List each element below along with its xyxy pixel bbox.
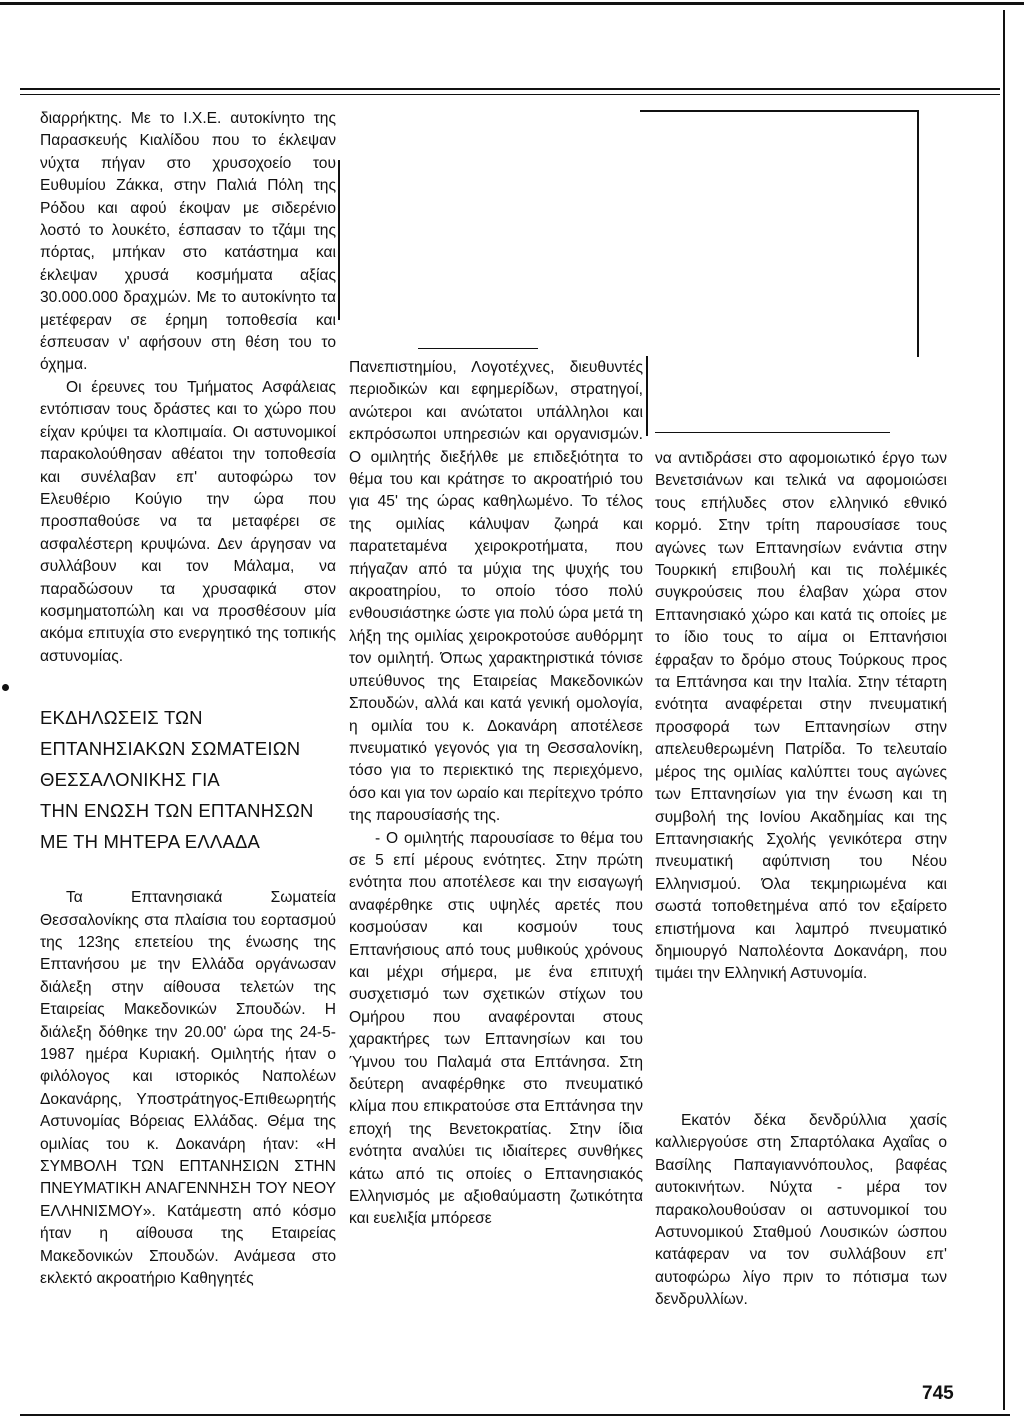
heading-line: ΕΚΔΗΛΩΣΕΙΣ ΤΩΝ [40,707,203,729]
article-heading [40,702,336,857]
top-rule [0,2,1024,5]
margin-marker [2,684,9,691]
col3-rule [655,432,890,433]
heading-line: ΤΗΝ ΕΝΩΣΗ ΤΩΝ ΕΠΤΑΝΗΣΩΝ [40,800,314,822]
right-border [1003,10,1005,1410]
article-paragraph: να αντιδράσει στο αφομοιωτικό έργο των Βενετσιάνων και τελικά να αφομοιώσει τους επήλυδες στον ελληνικό εθνικό κορμό. Στην τρίτη παρουσίασε τους αγώνες των Επτανησίων ενάντια στην Τουρκική επιβουλή και τις πολέμικές συγκρούσεις που έλαβαν χώρα στον Επτανησιακό χώρο και κατά τις οποίες με το ίδιο τους το αίμα οι Επτανήσιοι έφραξαν το δρόμο στους Τούρκους προς τα Επτάνησα και την Ιταλία. Στην τέταρτη ενότητα αναφέρεται στην πνευματική προσφορά των Επτανησίων στην απελευθερωμένη Πατρίδα. Το τελευταίο μέρος της ομιλίας καλύπτει τους αγώνες των Επτανησίων για την ένωση και τη συμβολή της Ιονίου Ακαδημίας και της Επτανησιακής Σχολής γενικότερα στην πνευματική αφύπνιση του Νέου Ελληνισμού. Όλα τεκμηριωμένα και σωστά τοποθετημένα από τον εξαίρετο επιστήμονα και λαμπρό πνευματικό δημιουργό Ναπολέοντα Δοκανάρη, που τιμάει την Ελληνική Αστυνομία. [655,450,947,983]
header-rule-thin [20,94,1000,95]
article-paragraph: - Ο ομιλητής παρουσίασε το θέμα του σε 5 επί μέρους ενότητες. Στην πρώτη ενότητα που αποτέλεσε και την εισαγωγή αναφέρθηκε στις υψηλές αρετές που κοσμούσαν και κοσμούν τους Επτανήσιους από τους μυθικούς χρόνους και μέχρι σήμερα, με ένα επιτυχή συσχετισμό των σχετικών στίχων του Ομήρου που αναφέρονται στους χαρακτήρες των Επτανησίων και του Ύμνου του Παλαμά στα Επτάνησα. Στη δεύτερη αναφέρθηκε στο πνευματικό κλίμα που επικρατούσε στα Επτάνησα την εποχή της Βενετοκρατίας. Στην ίδια ενότητα αναλύει τις ιδιαίτερες συνθήκες κάτω από τις οποίες ο Επτανησιακός Ελληνισμός με αξιοθαύμαστη ζωτικότητα και ευελιξία μπόρεσε [349,829,643,1228]
article-paragraph: διαρρήκτης. Με το Ι.Χ.Ε. αυτοκίνητο της Παρασκευής Κιαλίδου που το έκλεψαν νύχτα πήγαν στο χρυσοχοείο του Ευθυμίου Ζάκκα, στην Παλιά Πόλη της Ρόδου και αφού έκοψαν με σιδερένιο λοστό το λουκέτο, έσπασαν το τζάμι της πόρτας, μπήκαν στο κατάστημα και έκλεψαν χρυσά κοσμήματα αξίας 30.000.000 δραχμών. Με το αυτοκίνητο τα μετέφεραν σε έρημη τοποθεσία και έσπευσαν ν' αφήσουν στη θέση του το όχημα. [40,110,336,374]
page-number: 745 [922,1383,954,1404]
heading-line: ΘΕΣΣΑΛΟΝΙΚΗΣ ΓΙΑ [40,769,220,791]
column-2 [349,357,643,1231]
column-3-news-item [655,1110,947,1312]
bottom-rule [20,1414,1010,1416]
article-paragraph: Τα Επτανησιακά Σωματεία Θεσσαλονίκης στα πλαίσια του εορτασμού της 123ης επετείου της ένωσης της Επτανήσου με την Ελλάδα οργάνωσαν διάλεξη στην αίθουσα τελετών της Εταιρείας Μακεδονικών Σπουδών. Η διάλεξη δόθηκε την 20.00' ώρα της 24-5-1987 ημέρα Κυριακή. Ομιλητής ήταν ο φιλόλογος και ιστορικός Ναπολέων Δοκανάρης, Υποστράτηγος-Επιθεωρητής Αστυνομίας Βόρειας Ελλάδας. Θέμα της ομιλίας του κ. Δοκανάρη ήταν: «Η ΣΥΜΒΟΛΗ ΤΩΝ ΕΠΤΑΝΗΣΙΩΝ ΣΤΗΝ ΠΝΕΥΜΑΤΙΚΗ ΑΝΑΓΕΝΝΗΣΗ ΤΟΥ ΝΕΟΥ ΕΛΛΗΝΙΣΜΟΥ». Κατάμεστη από κόσμο ήταν η αίθουσα της Εταιρείας Μακεδονικών Σπουδών. Ανάμεσα στο εκλεκτό ακροατήριο Καθηγητές [40,889,336,1288]
col3-divider [646,356,648,436]
column-3 [655,448,947,986]
col2-top-rule [418,348,538,349]
header-rule [20,88,1000,90]
article-paragraph: Οι έρευνες του Τμήματος Ασφάλειας εντόπισαν τους δράστες και το χώρο που είχαν κρύψει τα κλοπιμαία. Οι αστυνομικοί παρακολούθησαν αθέατοι την τοποθεσία και συνέλαβαν επ' αυτοφώρω τον Ελευθέριο Κούγιο την ώρα που προσπαθούσε να τα μεταφέρει σε ασφαλέστερη κρυψώνα. Δεν άργησαν να συλλάβουν και τον Μάλαμα, να παραδώσουν τα χρυσαφικά στον κοσμηματοπώλη και να προσθέσουν μία ακόμα επιτυχία στο ενεργητικό της τοπικής αστυνομίας. [40,378,336,665]
heading-line: ΕΠΤΑΝΗΣΙΑΚΩΝ ΣΩΜΑΤΕΙΩΝ [40,738,301,760]
photo-frame [640,110,919,357]
column-1 [40,108,336,1290]
article-paragraph: Εκατόν δέκα δενδρύλλια χασίς καλλιεργούσε στη Σπαρτόλακα Αχαΐας ο Βασίλης Παπαγιαννόπουλος, βαφέας αυτοκινήτων. Νύχτα - μέρα τον παρακολουθούσαν οι αστυνομικοί του Αστυνομικού Σταθμού Λουσικών ώσπου κατάφεραν να τον συλλάβουν επ' αυτοφώρω λίγο πριν το πότισμα των δενδρυλλίων. [655,1112,947,1309]
heading-line: ΜΕ ΤΗ ΜΗΤΕΡΑ ΕΛΛΑΔΑ [40,831,261,853]
article-paragraph: Πανεπιστημίου, Λογοτέχνες, διευθυντές περιοδικών και εφημερίδων, στρατηγοί, ανώτεροι και ανώτατοι υπάλληλοι και εκπρόσωποι υπηρεσιών και οργανισμών. Ο ομιλητής διεξήλθε με επιδεξιότητα το θέμα του και κράτησε το ακροατήριό του για 45' της ώρας καθηλωμένο. Το τέλος της ομιλίας κάλυψαν ζωηρά και παρατεταμένα χειροκροτήματα, που πήγαζαν από τα μύχια της ψυχής του ακροατηρίου, το οποίο τόσο πολύ ενθουσιάστηκε ώστε για πολύ ώρα μετά τη λήξη της ομιλίας χειροκροτούσε αυθόρμητ τον ομιλητή. Όπως χαρακτηριστικά τόνισε υπεύθυνος της Εταιρείας Μακεδονικών Σπουδών, αλλά και κατά γενική ομολογία, η ομιλία του κ. Δοκανάρη αποτέλεσε πνευματικό γεγονός για τη Θεσσαλονίκη, τόσο για το περιεκτικό της περιεχόμενο, όσο και για τον ωραίο και περίτεχνο τρόπο της παρουσίασής της. [349,359,643,825]
column-divider [338,160,340,320]
